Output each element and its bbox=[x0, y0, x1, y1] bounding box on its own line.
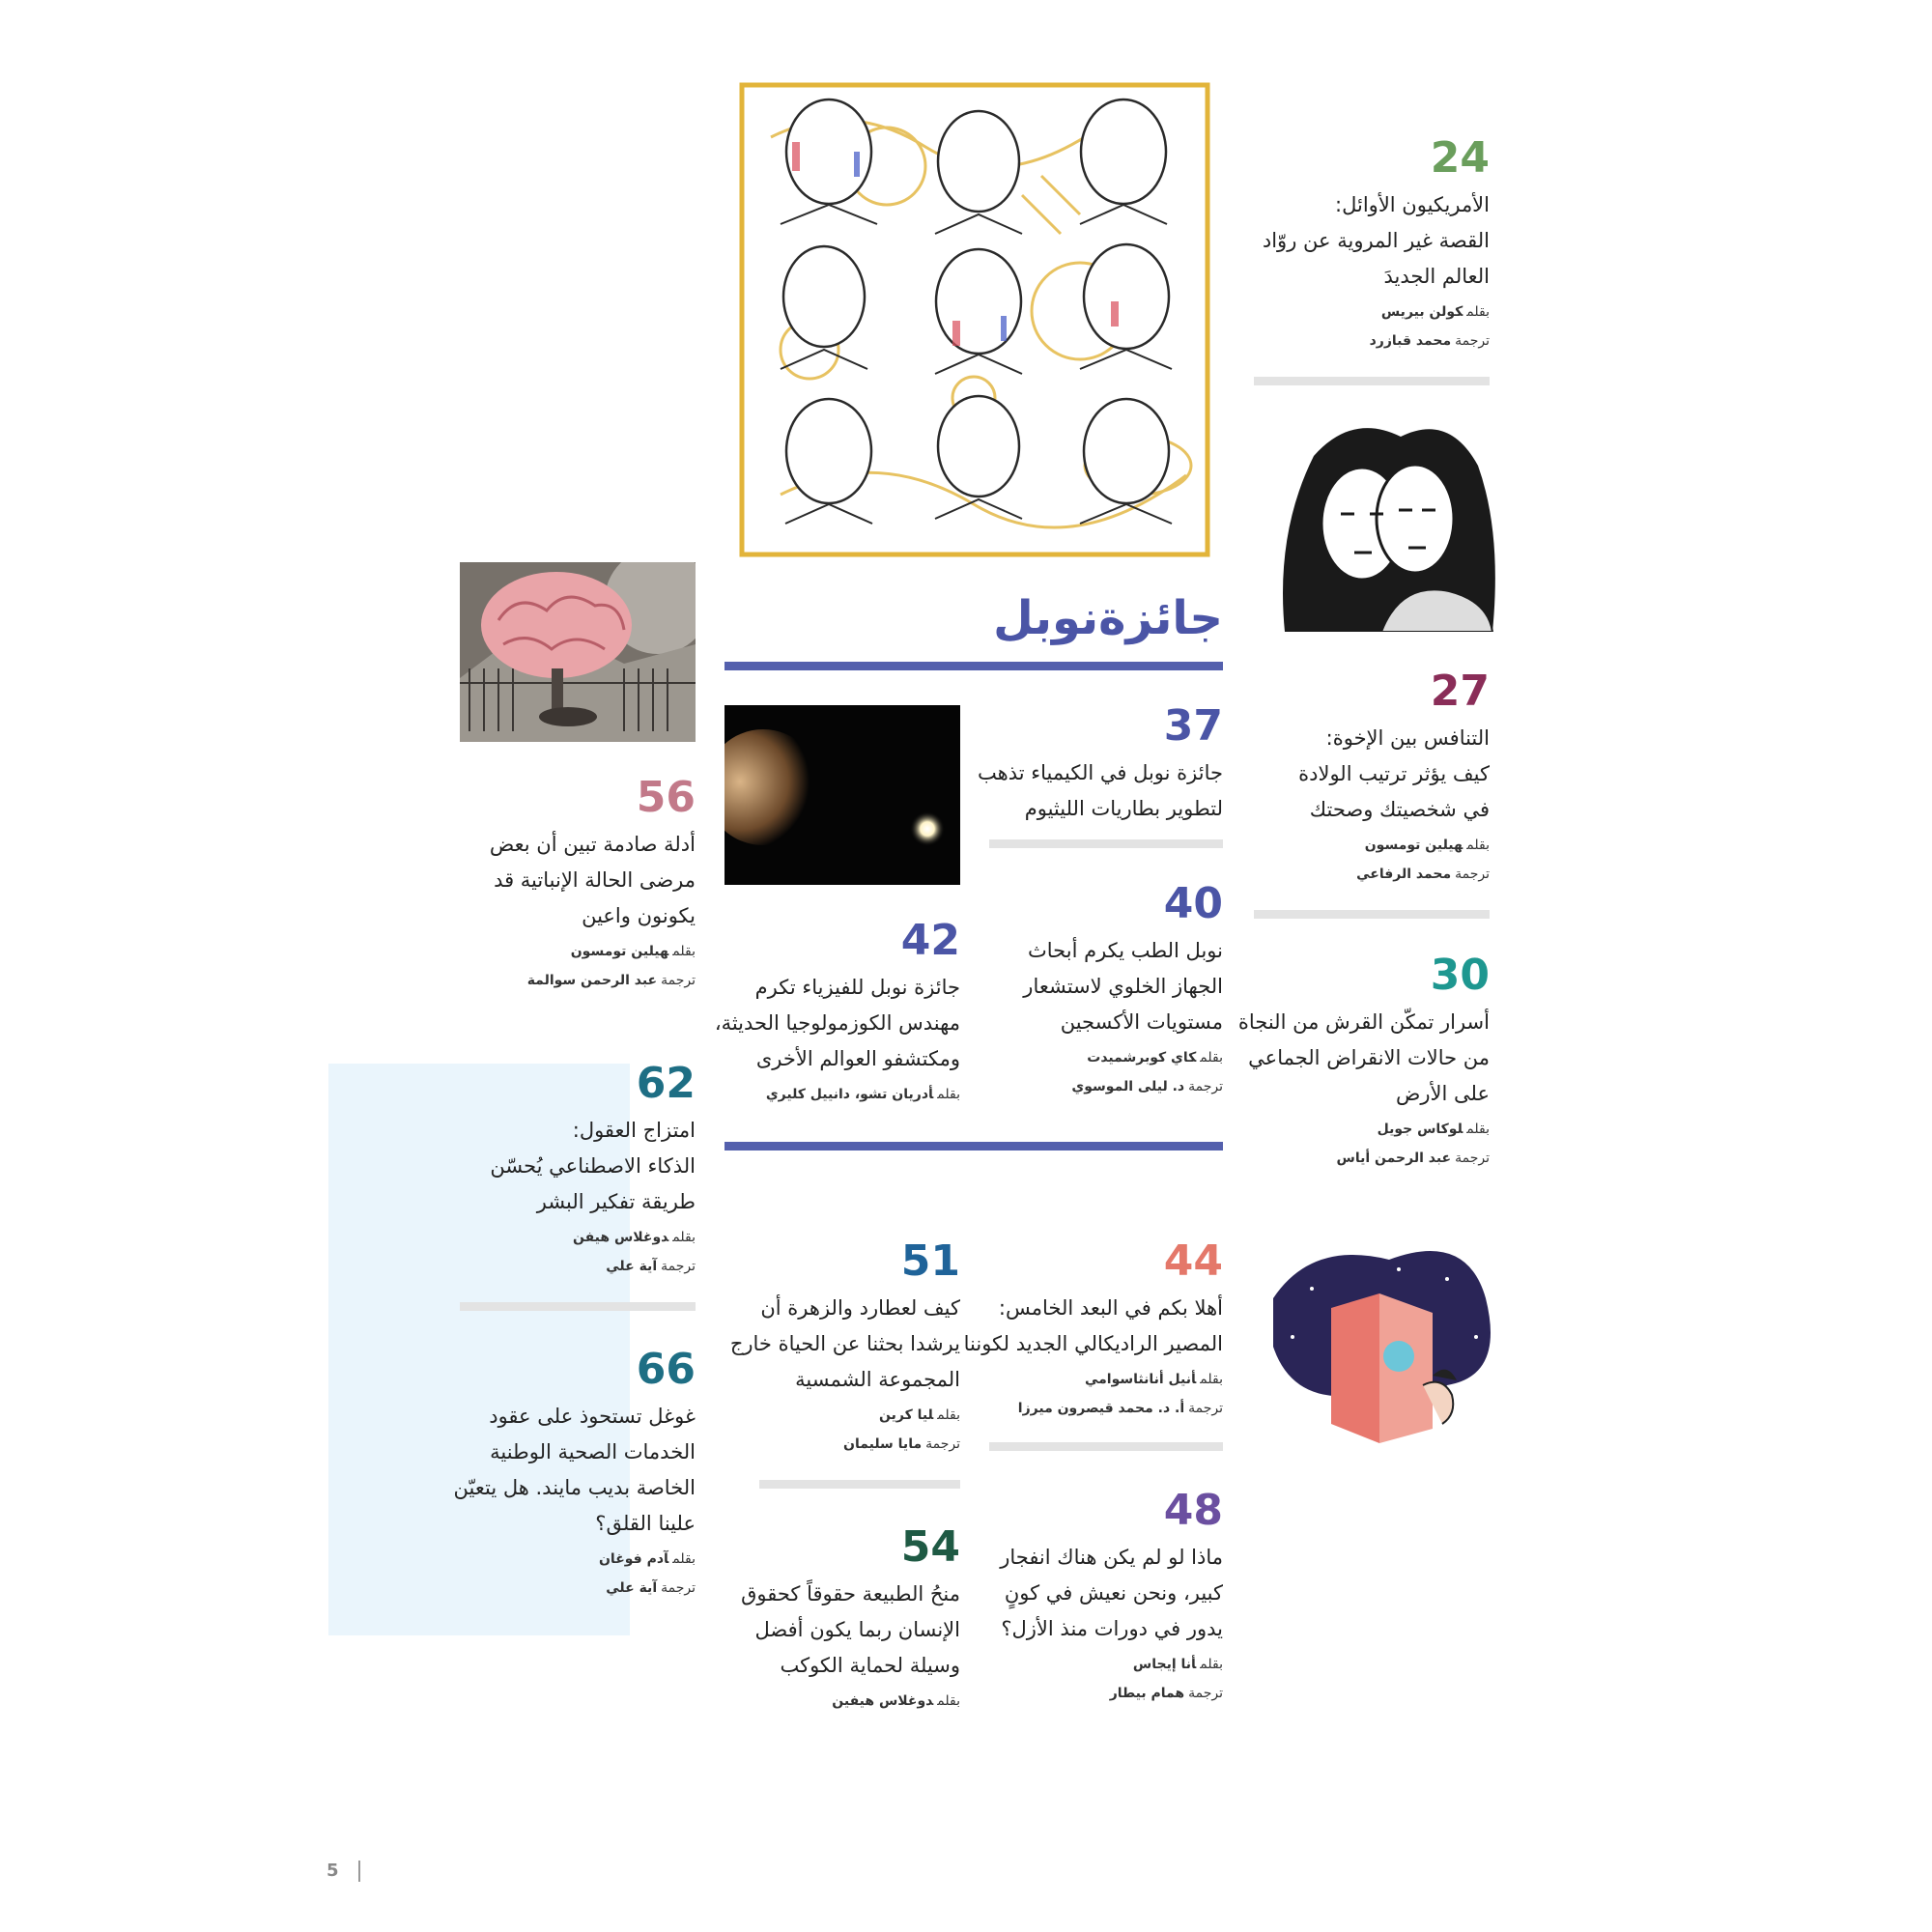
article-title-line: القصة غير المروية عن روّاد bbox=[1262, 229, 1490, 252]
page-ref: 24 bbox=[1430, 133, 1490, 183]
author-credit: بقلمكولن بيريس bbox=[1380, 304, 1490, 320]
author-credit: بقلمدوغلاس هيفين bbox=[832, 1693, 960, 1709]
section-title: جائزةنوبل bbox=[993, 591, 1223, 645]
toc-entry[interactable] bbox=[972, 881, 1223, 1104]
page-ref: 27 bbox=[1430, 667, 1490, 716]
article-title-line: أهلا بكم في البعد الخامس: bbox=[998, 1296, 1223, 1320]
author-credit: بقلمأنيل أنانثاسوامي bbox=[1084, 1372, 1223, 1387]
article-title-line: يدور في دورات منذ الأزل؟ bbox=[1001, 1617, 1223, 1640]
page-number-separator bbox=[358, 1861, 360, 1882]
translator-credit: ترجمةآية علي bbox=[606, 1259, 696, 1274]
translator-credit: ترجمةأ. د. محمد قيصرون ميرزا bbox=[1017, 1401, 1223, 1416]
toc-entry[interactable] bbox=[709, 918, 960, 1112]
toc-entry[interactable] bbox=[444, 1061, 696, 1284]
article-title-line: الجهاز الخلوي لاستشعار bbox=[1023, 975, 1223, 998]
author-credit: بقلمليا كرين bbox=[879, 1407, 960, 1423]
toc-entry[interactable] bbox=[972, 703, 1223, 827]
author-credit: بقلمآدم فوغان bbox=[598, 1551, 696, 1567]
two-women-sketch-illustration bbox=[1256, 417, 1499, 632]
article-title-line: جائزة نوبل للفيزياء تكرم bbox=[754, 976, 960, 999]
translator-credit: ترجمةمحمد قبازرد bbox=[1369, 333, 1490, 349]
toc-entry[interactable] bbox=[952, 1238, 1223, 1426]
page-ref: 37 bbox=[1163, 701, 1223, 751]
toc-entry[interactable] bbox=[709, 1524, 960, 1719]
page-ref: 66 bbox=[636, 1345, 696, 1394]
translator-credit: ترجمةآية علي bbox=[606, 1580, 696, 1596]
article-title-line: نوبل الطب يكرم أبحاث bbox=[1028, 939, 1223, 962]
page-ref: 40 bbox=[1163, 879, 1223, 928]
article-title-line: الذكاء الاصطناعي يُحسّن bbox=[490, 1154, 696, 1178]
page-ref: 51 bbox=[900, 1236, 960, 1286]
toc-entry[interactable] bbox=[444, 775, 696, 998]
toc-entry[interactable] bbox=[709, 1238, 960, 1462]
article-title-line: غوغل تستحوذ على عقود bbox=[489, 1405, 696, 1428]
author-credit: بقلمكاي كوبرشميدت bbox=[1087, 1050, 1223, 1065]
translator-credit: ترجمةد. ليلى الموسوي bbox=[1071, 1079, 1223, 1094]
divider bbox=[1254, 377, 1490, 385]
article-title-line: الإنسان ربما يكون أفضل bbox=[754, 1618, 960, 1641]
toc-entry[interactable] bbox=[406, 1347, 696, 1605]
article-title-line: منحُ الطبيعة حقوقاً كحقوق bbox=[741, 1582, 960, 1605]
divider bbox=[460, 1302, 696, 1311]
article-title-line: الخدمات الصحية الوطنية bbox=[490, 1440, 696, 1463]
page-ref: 62 bbox=[636, 1059, 696, 1108]
page-ref: 56 bbox=[636, 773, 696, 822]
page-ref: 44 bbox=[1163, 1236, 1223, 1286]
author-credit: بقلمدوغلاس هيفن bbox=[573, 1230, 696, 1245]
planet-and-star-photo bbox=[724, 705, 960, 885]
article-title-line: العالم الجديدَ bbox=[1383, 265, 1490, 288]
translator-credit: ترجمةعبد الرحمن أياس bbox=[1336, 1151, 1490, 1166]
translator-credit: ترجمةمحمد الرفاعي bbox=[1356, 867, 1490, 882]
article-title-line: من حالات الانقراض الجماعي bbox=[1248, 1046, 1490, 1069]
page-ref: 42 bbox=[900, 916, 960, 965]
divider bbox=[989, 1442, 1223, 1451]
author-credit: بقلمأنا إيجاس bbox=[1132, 1657, 1223, 1672]
page-ref: 48 bbox=[1163, 1486, 1223, 1535]
author-credit: بقلمهيلين تومسون bbox=[1364, 838, 1490, 853]
article-title-line: الخاصة بديب مايند. هل يتعيّن bbox=[453, 1476, 696, 1499]
article-title-line: كيف يؤثر ترتيب الولادة bbox=[1298, 762, 1490, 785]
article-title-line: طريقة تفكير البشر bbox=[536, 1190, 696, 1213]
article-title-line: أسرار تمكّن القرش من النجاة bbox=[1237, 1010, 1490, 1034]
toc-entry[interactable] bbox=[972, 1488, 1223, 1711]
article-title-line: وسيلة لحماية الكوكب bbox=[780, 1654, 960, 1677]
book-universe-illustration bbox=[1254, 1240, 1497, 1453]
article-title-line: أدلة صادمة تبين أن بعض bbox=[489, 833, 696, 856]
page-ref: 30 bbox=[1430, 951, 1490, 1000]
toc-entry[interactable] bbox=[1142, 135, 1490, 358]
article-title-line: يرشدا بحثنا عن الحياة خارج bbox=[729, 1332, 960, 1355]
article-title-line: لتطوير بطاريات الليثيوم bbox=[1024, 797, 1223, 820]
translator-credit: ترجمةعبد الرحمن سوالمة bbox=[526, 973, 696, 988]
author-credit: بقلمأدريان تشو، دانييل كليري bbox=[765, 1087, 960, 1102]
page-ref: 54 bbox=[900, 1522, 960, 1572]
article-title-line: المجموعة الشمسية bbox=[795, 1368, 960, 1391]
divider bbox=[759, 1480, 960, 1489]
article-title-line: المصير الراديكالي الجديد لكوننا bbox=[963, 1332, 1223, 1355]
page-number: 5 bbox=[327, 1861, 360, 1882]
author-credit: بقلمهيلين تومسون bbox=[570, 944, 696, 959]
author-credit: بقلملوكاس جويل bbox=[1377, 1122, 1490, 1137]
translator-credit: ترجمةهمام بيطار bbox=[1109, 1686, 1223, 1701]
article-title-line: الأمريكيون الأوائل: bbox=[1335, 193, 1490, 216]
brain-collage-image bbox=[460, 562, 696, 742]
article-title-line: كبير، ونحن نعيش في كونٍ bbox=[1004, 1581, 1223, 1605]
article-title-line: التنافس بين الإخوة: bbox=[1325, 726, 1490, 750]
article-title-line: على الأرض bbox=[1395, 1082, 1490, 1105]
article-title-line: يكونون واعين bbox=[582, 904, 696, 927]
article-title-line: علينا القلق؟ bbox=[595, 1512, 696, 1535]
article-title-line: مستويات الأكسجين bbox=[1060, 1010, 1223, 1034]
article-title-line: مرضى الحالة الإنباتية قد bbox=[494, 868, 696, 892]
article-title-line: في شخصيتك وصحتك bbox=[1309, 798, 1490, 821]
divider bbox=[1254, 910, 1490, 919]
article-title-line: امتزاج العقول: bbox=[572, 1119, 696, 1142]
article-title-line: ومكتشفو العوالم الأخرى bbox=[755, 1047, 960, 1070]
article-title-line: جائزة نوبل في الكيمياء تذهب bbox=[978, 761, 1223, 784]
article-title-line: كيف لعطارد والزهرة أن bbox=[760, 1296, 960, 1320]
article-title-line: مهندس الكوزمولوجيا الحديثة، bbox=[714, 1011, 960, 1035]
article-title-line: ماذا لو لم يكن هناك انفجار bbox=[1000, 1546, 1223, 1569]
translator-credit: ترجمةمايا سليمان bbox=[843, 1436, 960, 1452]
